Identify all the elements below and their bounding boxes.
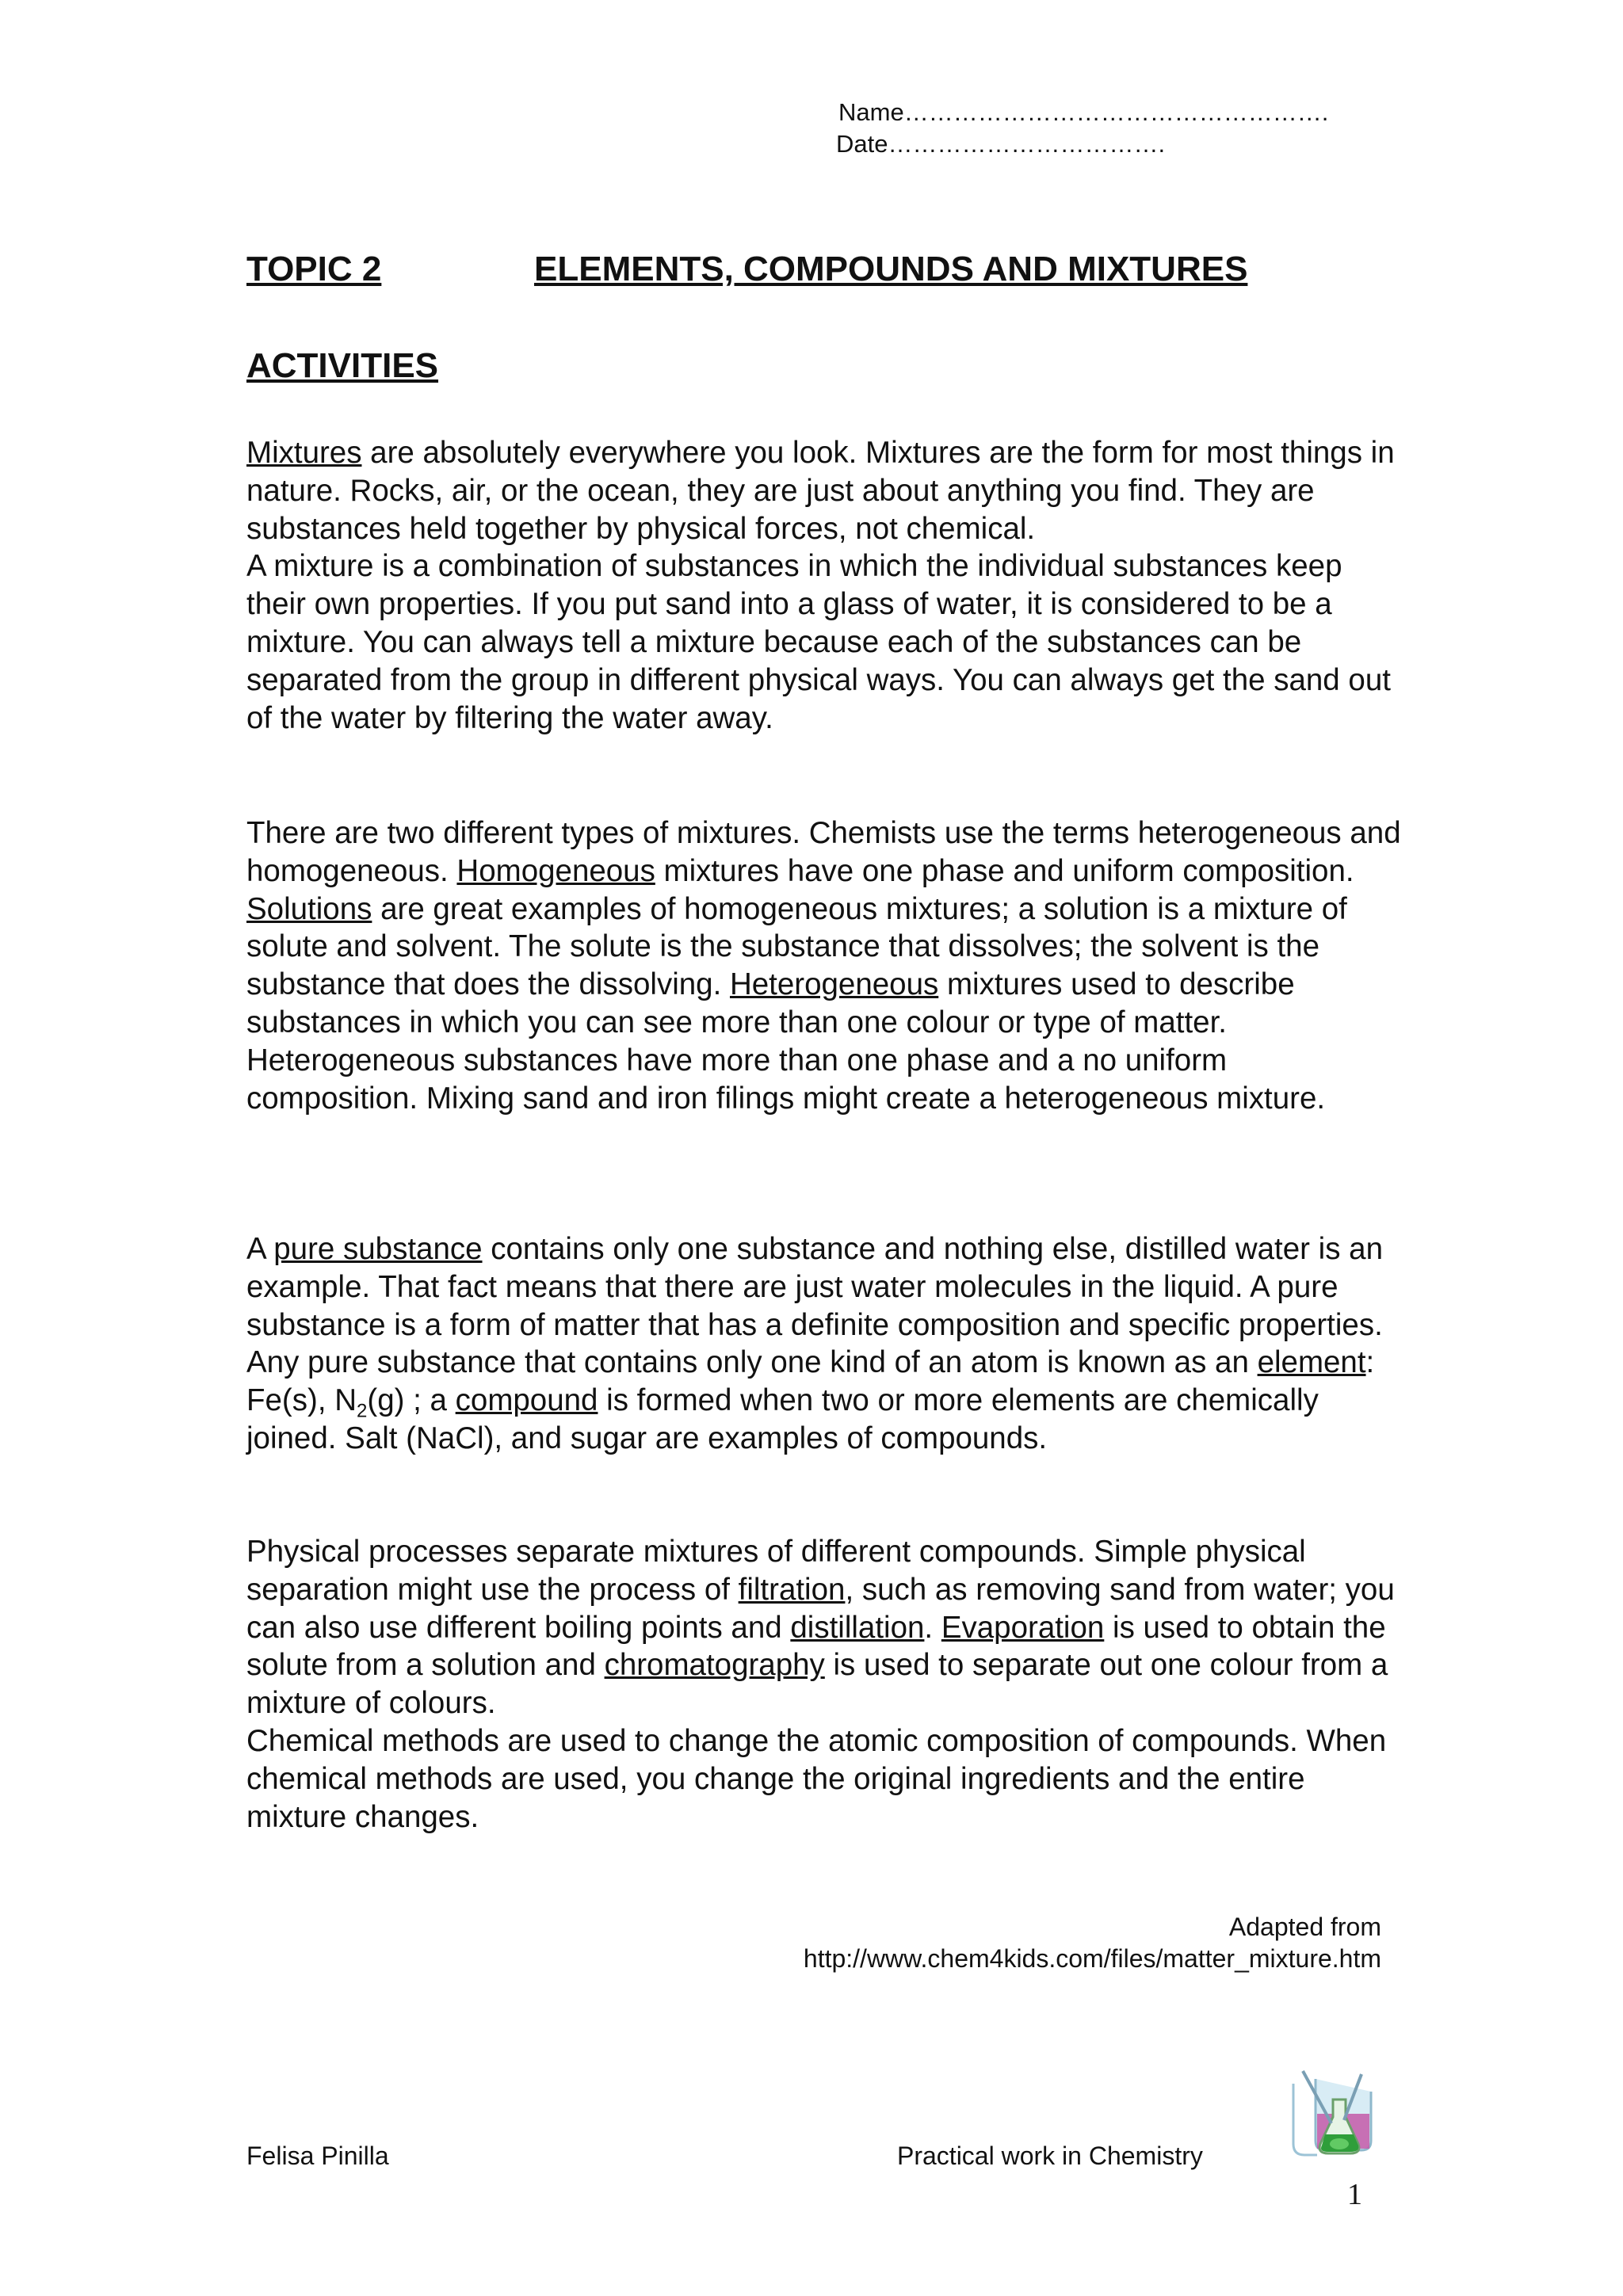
paragraph-text: Physical processes separate mixtures of different compounds. Simple physical separation might use the process of (246, 1535, 1306, 1607)
paragraph-text: A (246, 1232, 274, 1266)
paragraph-text: . (924, 1610, 941, 1645)
footer-course: Practical work in Chemistry (897, 2142, 1203, 2170)
credit-label: Adapted from (1228, 1913, 1381, 1941)
paragraph-pure-substance (246, 1230, 1403, 1458)
paragraph-text: (g) ; a (367, 1383, 456, 1418)
term-solutions: Solutions (246, 891, 372, 926)
topic-number: TOPIC 2 (246, 250, 382, 288)
page-title (246, 250, 1247, 289)
term-pure-substance: pure substance (273, 1232, 483, 1266)
term-distillation: distillation (790, 1610, 925, 1645)
paragraph-text: mixtures have one phase and uniform composition. (655, 853, 1354, 888)
paragraph-separation (246, 1533, 1403, 1836)
paragraph-text: is formed when two or more elements are chemically joined. Salt (NaCl), and sugar are examples of compounds. (246, 1383, 1319, 1455)
topic-heading: ELEMENTS, COMPOUNDS AND MIXTURES (534, 250, 1248, 288)
paragraph-text: mixtures used to describe substances in which you can see more than one colour or type of matter. Heterogeneous substances have more than one phase and a no uniform composition. Mixing sand and iron filings might create a heterogeneous mixture. (246, 967, 1326, 1116)
paragraph-text: contains only one substance and nothing else, distilled water is an example. That fact means that there are just water molecules in the liquid. A pure substance is a form of matter that has a definite composition and specific properties. Any pure substance that contains only one kind of an atom is known as an (246, 1232, 1383, 1380)
paragraph-text: are great examples of homogeneous mixtures; a solution is a mixture of solute and solvent. The solute is the substance that dissolves; the solvent is the substance that does the dissolving. (246, 891, 1347, 1002)
section-heading: ACTIVITIES (246, 346, 439, 385)
paragraph-text: There are two different types of mixtures. Chemists use the terms heterogeneous and homogeneous. (246, 816, 1401, 888)
paragraph-mixtures (246, 434, 1403, 737)
term-evaporation: Evaporation (941, 1610, 1105, 1645)
paragraph-types-of-mixtures (246, 814, 1403, 1117)
term-filtration: filtration (738, 1572, 846, 1607)
page-number: 1 (1347, 2178, 1362, 2211)
footer-author: Felisa Pinilla (246, 2142, 389, 2170)
paragraph-text: , such as removing sand from water; you can also use different boiling points and (246, 1572, 1395, 1645)
paragraph-text: are absolutely everywhere you look. Mixtures are the form for most things in nature. Rocks, air, or the ocean, they are just about anything you find. They are substances held together by physical forces, not chemical. (246, 436, 1395, 546)
paragraph-text: is used to separate out one colour from a mixture of colours. (246, 1648, 1388, 1721)
date-line: Date……………………………. (836, 130, 1166, 158)
term-compound: compound (455, 1383, 598, 1418)
term-chromatography: chromatography (604, 1648, 825, 1683)
paragraph-text: Chemical methods are used to change the atomic composition of compounds. When chemical methods are used, you change the original ingredients and the entire mixture changes. (246, 1723, 1387, 1834)
term-element: element (1257, 1345, 1366, 1380)
term-homogeneous: Homogeneous (456, 853, 655, 888)
term-heterogeneous: Heterogeneous (729, 967, 939, 1002)
paragraph-text: is used to obtain the solute from a solution and (246, 1610, 1386, 1683)
name-line: Name……………………………………………. (838, 98, 1329, 126)
lab-glassware-icon (1285, 2068, 1381, 2163)
paragraph-text: : Fe(s), N (246, 1345, 1375, 1418)
name-date-block (838, 97, 1328, 160)
source-credit (804, 1911, 1381, 1974)
term-mixtures: Mixtures (246, 436, 362, 470)
subscript-2: 2 (357, 1400, 368, 1422)
paragraph-text: A mixture is a combination of substances in which the individual substances keep their own properties. If you put sand into a glass of water, it is considered to be a mixture. You can always tell a mixture because each of the substances can be separated from the group in different physical ways. You can always get the sand out of the water by filtering the water away. (246, 549, 1391, 735)
credit-url: http://www.chem4kids.com/files/matter_mixture.htm (803, 1944, 1381, 1973)
